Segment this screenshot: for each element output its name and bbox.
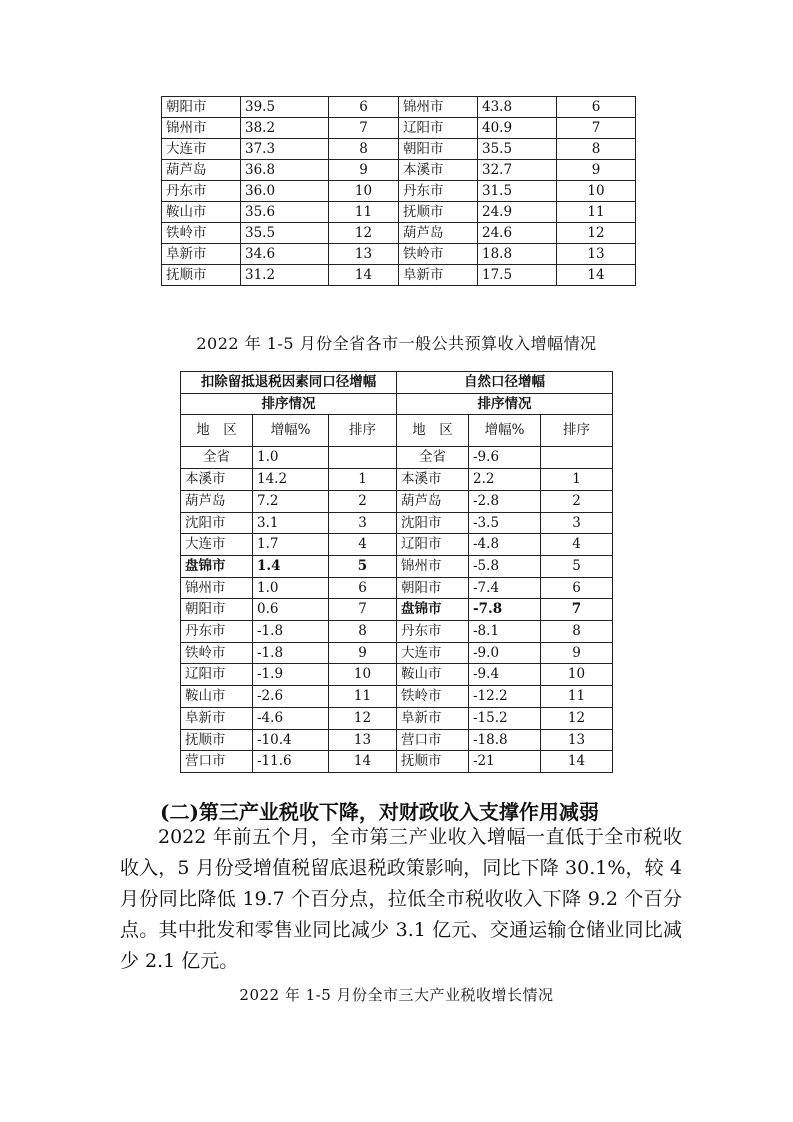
- table-cell: 大连市: [162, 139, 241, 160]
- table-cell: 营口市: [397, 729, 469, 751]
- table-cell: 铁岭市: [162, 223, 241, 244]
- table-cell: 沈阳市: [181, 512, 253, 534]
- col-header-region: 地 区: [397, 415, 469, 447]
- table-row: [181, 664, 613, 686]
- table-cell: 2: [541, 490, 613, 512]
- table-row: [162, 202, 636, 223]
- table-cell: -9.6: [469, 447, 541, 469]
- ranking-table-continued: [161, 96, 636, 286]
- table-cell: 35.6: [241, 202, 329, 223]
- table-cell: 12: [329, 223, 399, 244]
- province-revenue-growth-table: [180, 371, 613, 773]
- table-cell: 10: [557, 181, 636, 202]
- table-cell: 辽阳市: [181, 664, 253, 686]
- table-cell: 39.5: [241, 97, 329, 118]
- table-cell: 36.0: [241, 181, 329, 202]
- table-row: [162, 223, 636, 244]
- body-paragraph: [120, 822, 682, 977]
- table-cell: 13: [557, 244, 636, 265]
- col-header-rank: 排序: [329, 415, 397, 447]
- table-cell: 鞍山市: [397, 664, 469, 686]
- table-cell: 32.7: [478, 160, 557, 181]
- table-cell: -7.8: [469, 599, 541, 621]
- table-cell: 8: [541, 621, 613, 643]
- table-cell: 10: [541, 664, 613, 686]
- table-cell: 1: [541, 469, 613, 491]
- table-cell: -1.9: [253, 664, 329, 686]
- group-header-adjusted: 扣除留抵退税因素同口径增幅: [181, 372, 397, 394]
- table-cell: 7: [329, 118, 399, 139]
- table-caption-province-revenue: 2022 年 1-5 月份全省各市一般公共预算收入增幅情况: [196, 334, 597, 353]
- table-cell: 40.9: [478, 118, 557, 139]
- table-cell: 5: [541, 555, 613, 577]
- table-cell: 锦州市: [397, 555, 469, 577]
- table-cell: 12: [329, 707, 397, 729]
- table-cell: 丹东市: [397, 621, 469, 643]
- table-cell: 3: [541, 512, 613, 534]
- table-cell: -1.8: [253, 642, 329, 664]
- table-cell: 6: [557, 97, 636, 118]
- table-cell: 3: [329, 512, 397, 534]
- col-header-rank: 排序: [541, 415, 613, 447]
- table-cell: 盘锦市: [181, 555, 253, 577]
- table-cell: -12.2: [469, 686, 541, 708]
- table-cell: 11: [329, 202, 399, 223]
- table-cell: 1.4: [253, 555, 329, 577]
- table-row: [181, 686, 613, 708]
- table-row: [162, 160, 636, 181]
- table-cell: 34.6: [241, 244, 329, 265]
- table-row: [181, 621, 613, 643]
- table-cell: -9.0: [469, 642, 541, 664]
- table-cell: 阜新市: [162, 244, 241, 265]
- table-cell: 7.2: [253, 490, 329, 512]
- table-cell: 2: [329, 490, 397, 512]
- table-cell: 锦州市: [399, 97, 478, 118]
- table-cell: 1: [329, 469, 397, 491]
- table-row: [181, 512, 613, 534]
- table-cell: 13: [541, 729, 613, 751]
- table-row: [181, 534, 613, 556]
- group-header-natural: 自然口径增幅: [397, 372, 613, 394]
- table-cell: -2.6: [253, 686, 329, 708]
- table-cell: 朝阳市: [181, 599, 253, 621]
- table-cell: -2.8: [469, 490, 541, 512]
- table-cell: 11: [541, 686, 613, 708]
- table-cell: 盘锦市: [397, 599, 469, 621]
- section-heading: (二)第三产业税收下降，对财政收入支撑作用减弱: [160, 800, 599, 824]
- table-row: [181, 642, 613, 664]
- table-row: [181, 599, 613, 621]
- col-header-growth: 增幅%: [469, 415, 541, 447]
- table-cell: 铁岭市: [181, 642, 253, 664]
- table-row: [162, 97, 636, 118]
- table-cell: 葫芦岛: [399, 223, 478, 244]
- table-cell: 本溪市: [399, 160, 478, 181]
- table-cell: 24.6: [478, 223, 557, 244]
- table-cell: 4: [541, 534, 613, 556]
- table-row: [181, 469, 613, 491]
- table-cell: -8.1: [469, 621, 541, 643]
- table-cell: [541, 447, 613, 469]
- table-cell: -11.6: [253, 751, 329, 773]
- table-cell: [329, 447, 397, 469]
- table-row: [181, 447, 613, 469]
- table-cell: 阜新市: [397, 707, 469, 729]
- table-row: [162, 265, 636, 286]
- table-cell: 6: [329, 97, 399, 118]
- table-cell: -9.4: [469, 664, 541, 686]
- table-cell: 锦州市: [162, 118, 241, 139]
- table-cell: 0.6: [253, 599, 329, 621]
- table-cell: 5: [329, 555, 397, 577]
- table-cell: 全省: [397, 447, 469, 469]
- table-cell: -15.2: [469, 707, 541, 729]
- table-row: [181, 555, 613, 577]
- table-cell: 葫芦岛: [181, 490, 253, 512]
- table-cell: 朝阳市: [399, 139, 478, 160]
- table-cell: 沈阳市: [397, 512, 469, 534]
- table-cell: 35.5: [478, 139, 557, 160]
- table-row: [181, 707, 613, 729]
- table-cell: 葫芦岛: [397, 490, 469, 512]
- table-cell: -1.8: [253, 621, 329, 643]
- table-cell: 阜新市: [399, 265, 478, 286]
- table-cell: 38.2: [241, 118, 329, 139]
- table-cell: 铁岭市: [397, 686, 469, 708]
- table-cell: 全省: [181, 447, 253, 469]
- table-cell: 4: [329, 534, 397, 556]
- table-cell: 31.2: [241, 265, 329, 286]
- sub-header-natural: 排序情况: [397, 393, 613, 415]
- table-cell: 14: [329, 751, 397, 773]
- table-cell: 抚顺市: [181, 729, 253, 751]
- table-cell: 鞍山市: [162, 202, 241, 223]
- table-cell: 朝阳市: [162, 97, 241, 118]
- table-cell: 14.2: [253, 469, 329, 491]
- table-cell: 10: [329, 664, 397, 686]
- table-cell: 35.5: [241, 223, 329, 244]
- table-cell: 9: [329, 642, 397, 664]
- table-cell: -3.5: [469, 512, 541, 534]
- table-cell: 8: [557, 139, 636, 160]
- table-cell: 营口市: [181, 751, 253, 773]
- table-cell: 18.8: [478, 244, 557, 265]
- table-cell: 锦州市: [181, 577, 253, 599]
- table-cell: 大连市: [397, 642, 469, 664]
- table-cell: 辽阳市: [399, 118, 478, 139]
- table-cell: 9: [557, 160, 636, 181]
- table-cell: 铁岭市: [399, 244, 478, 265]
- table-cell: 抚顺市: [162, 265, 241, 286]
- table-cell: 朝阳市: [397, 577, 469, 599]
- table-cell: 14: [329, 265, 399, 286]
- table-cell: 辽阳市: [397, 534, 469, 556]
- table-cell: 丹东市: [162, 181, 241, 202]
- table-cell: 12: [557, 223, 636, 244]
- table-cell: 13: [329, 244, 399, 265]
- table-cell: 8: [329, 621, 397, 643]
- table-cell: -18.8: [469, 729, 541, 751]
- table-cell: 7: [329, 599, 397, 621]
- table-cell: -5.8: [469, 555, 541, 577]
- table-caption-industry-tax: 2022 年 1-5 月份全市三大产业税收增长情况: [239, 986, 554, 1004]
- table-cell: 11: [557, 202, 636, 223]
- table-cell: 9: [329, 160, 399, 181]
- col-header-growth: 增幅%: [253, 415, 329, 447]
- table-cell: 抚顺市: [399, 202, 478, 223]
- table-cell: 6: [329, 577, 397, 599]
- table-cell: 本溪市: [397, 469, 469, 491]
- table-cell: 抚顺市: [397, 751, 469, 773]
- table-cell: -10.4: [253, 729, 329, 751]
- table-cell: 6: [541, 577, 613, 599]
- table-cell: 1.0: [253, 577, 329, 599]
- table-cell: 31.5: [478, 181, 557, 202]
- table-cell: 1.0: [253, 447, 329, 469]
- table-row: [162, 139, 636, 160]
- table-cell: 大连市: [181, 534, 253, 556]
- table-cell: 13: [329, 729, 397, 751]
- table-cell: 丹东市: [399, 181, 478, 202]
- table-cell: 24.9: [478, 202, 557, 223]
- table-cell: 7: [557, 118, 636, 139]
- table-cell: 17.5: [478, 265, 557, 286]
- table-cell: 1.7: [253, 534, 329, 556]
- table-cell: 3.1: [253, 512, 329, 534]
- table-cell: 2.2: [469, 469, 541, 491]
- table-cell: 10: [329, 181, 399, 202]
- table-row: [181, 490, 613, 512]
- table-cell: 14: [557, 265, 636, 286]
- table-cell: 9: [541, 642, 613, 664]
- table-cell: 36.8: [241, 160, 329, 181]
- table-cell: 43.8: [478, 97, 557, 118]
- sub-header-adjusted: 排序情况: [181, 393, 397, 415]
- table-cell: 14: [541, 751, 613, 773]
- table-cell: 7: [541, 599, 613, 621]
- table-cell: 12: [541, 707, 613, 729]
- table-cell: 丹东市: [181, 621, 253, 643]
- table-row: [162, 118, 636, 139]
- table-cell: -7.4: [469, 577, 541, 599]
- table-cell: -4.6: [253, 707, 329, 729]
- table-cell: 8: [329, 139, 399, 160]
- table-row: [181, 751, 613, 773]
- table-row: [181, 577, 613, 599]
- table-cell: 阜新市: [181, 707, 253, 729]
- table-cell: -21: [469, 751, 541, 773]
- table-row: [162, 244, 636, 265]
- table-cell: 本溪市: [181, 469, 253, 491]
- table-cell: 37.3: [241, 139, 329, 160]
- table-cell: -4.8: [469, 534, 541, 556]
- col-header-region: 地 区: [181, 415, 253, 447]
- table-row: [162, 181, 636, 202]
- table-cell: 鞍山市: [181, 686, 253, 708]
- table-cell: 11: [329, 686, 397, 708]
- table-row: [181, 729, 613, 751]
- paragraph-text: 2022 年前五个月，全市第三产业收入增幅一直低于全市税收收入，5 月份受增值税留底退税政策影响，同比下降 30.1%，较 4 月份同比降低 19.7 个百分点，拉低全市税收收入下降 9.2 个百分点。其中批发和零售业同比减少 3.1 亿元、交通运输仓储业同比减少 2.1 亿元。: [120, 826, 682, 972]
- table-cell: 葫芦岛: [162, 160, 241, 181]
